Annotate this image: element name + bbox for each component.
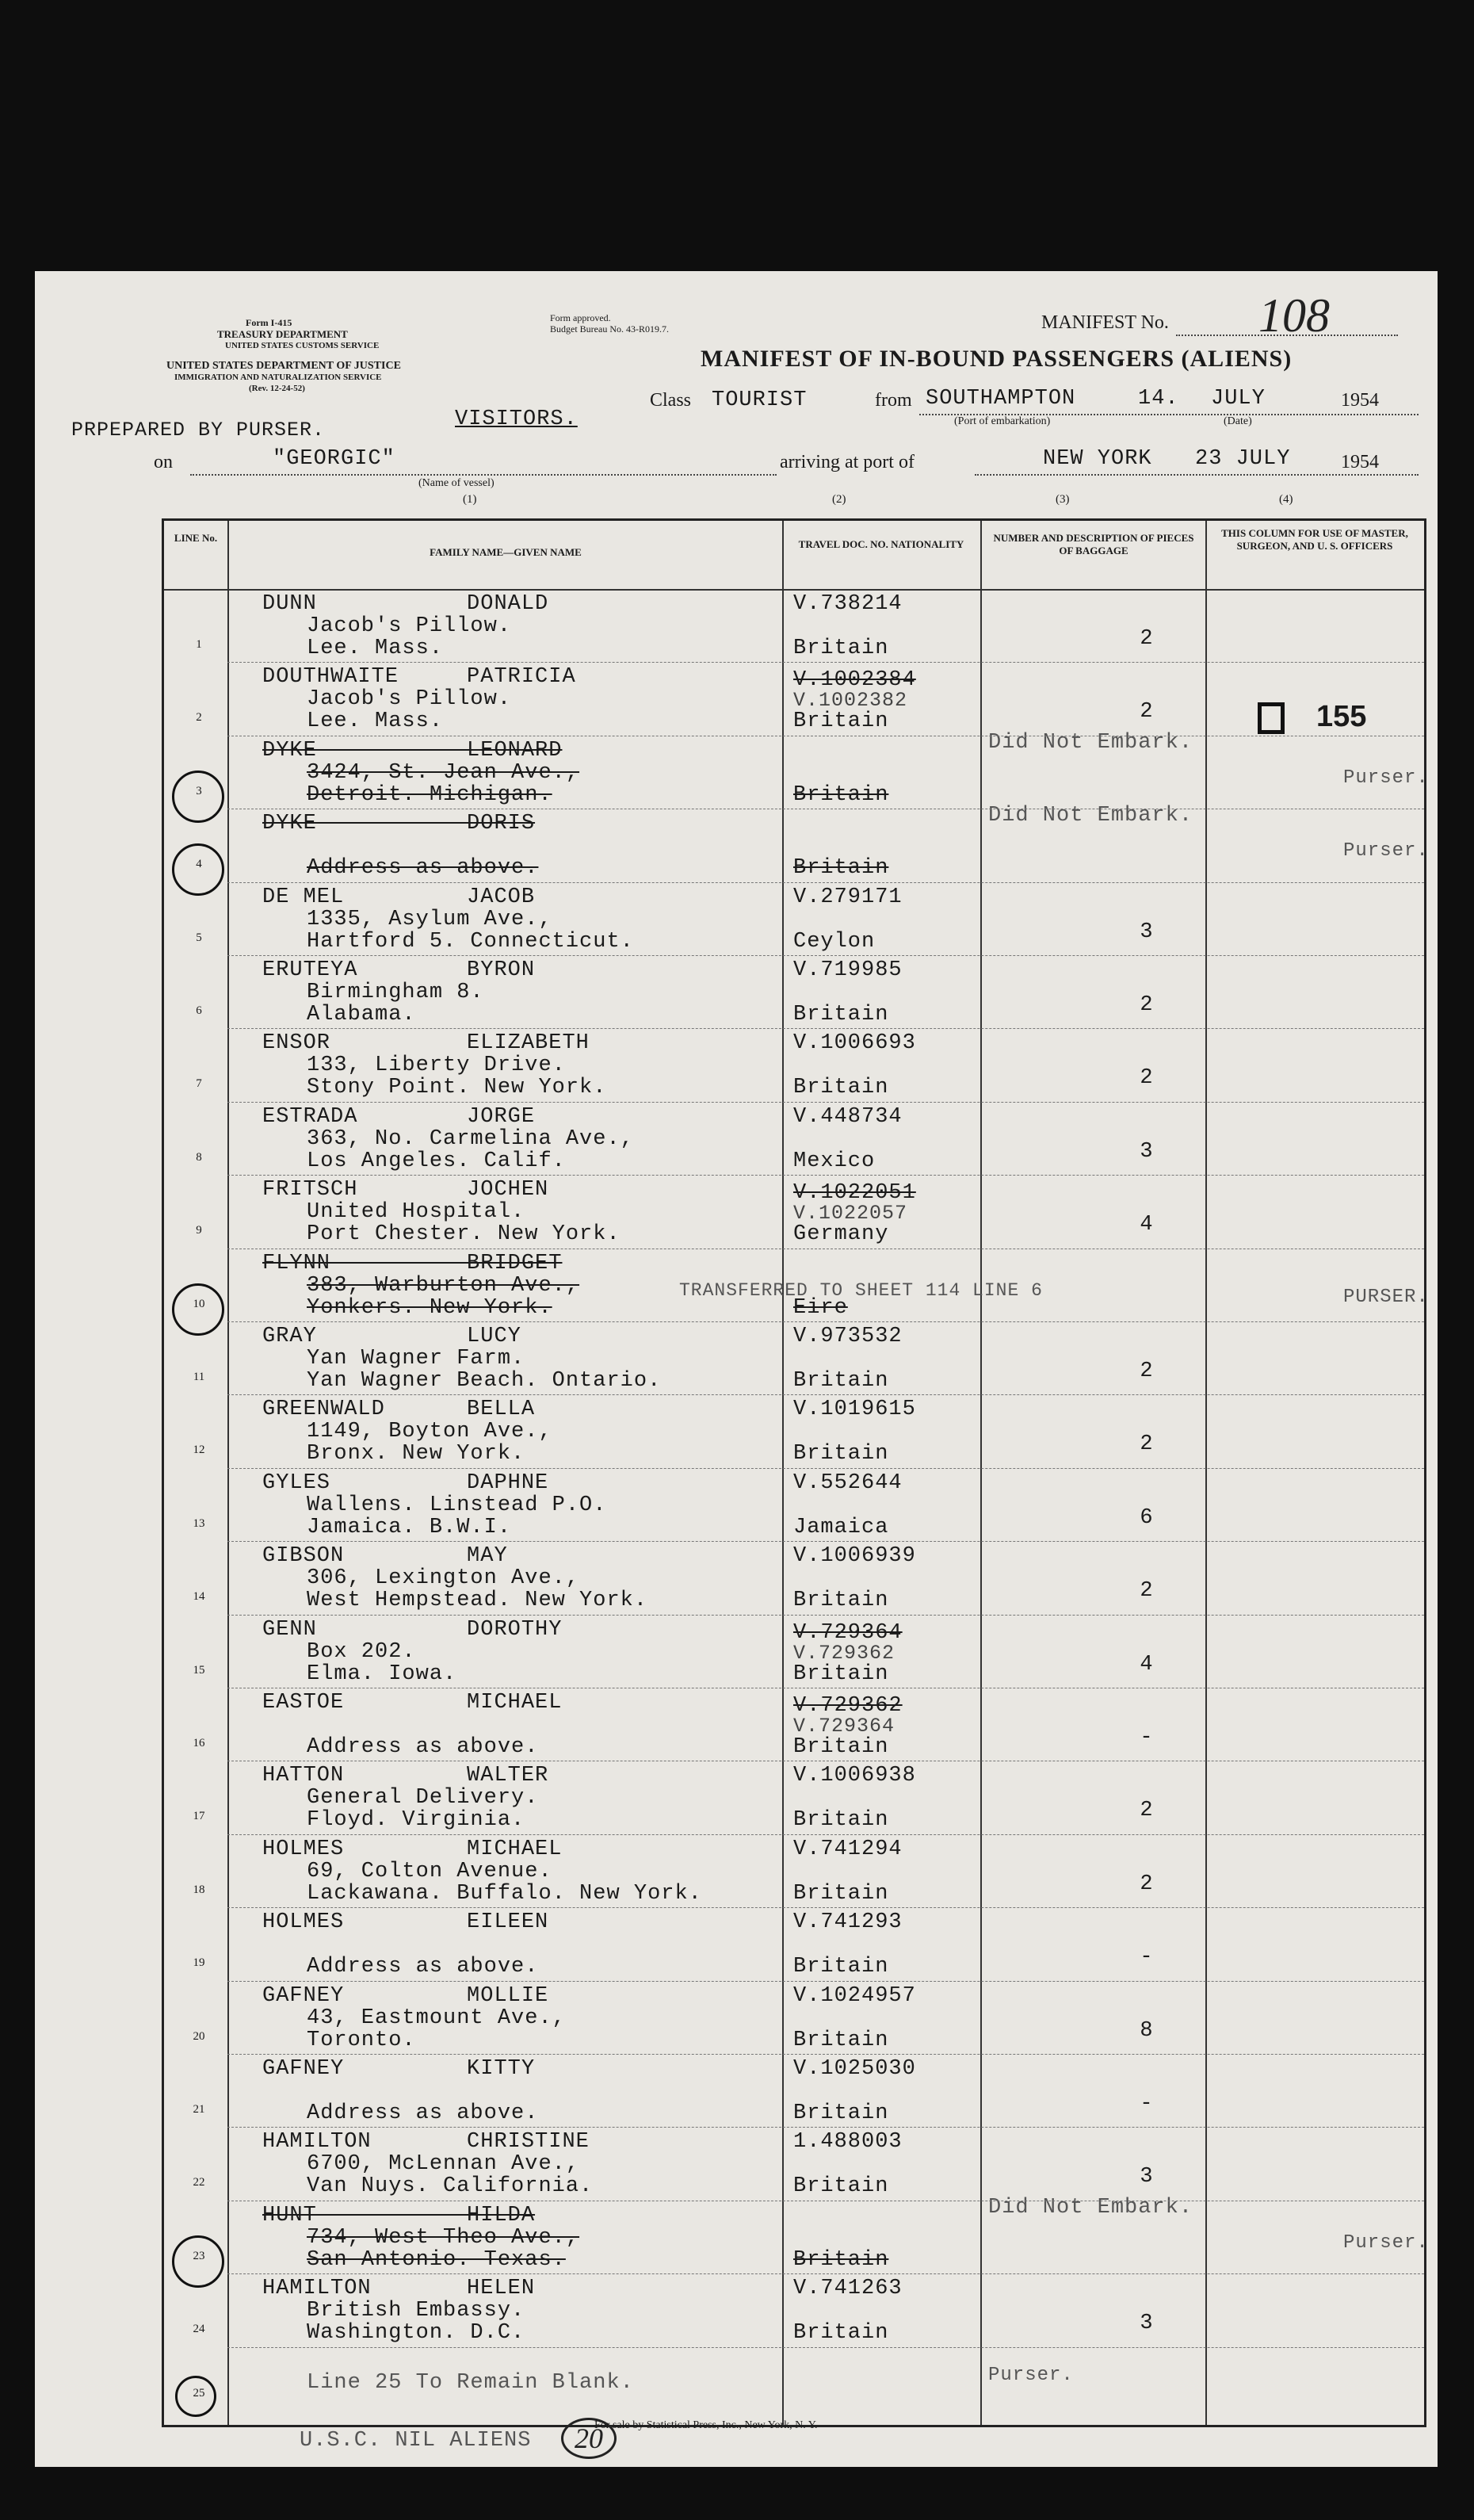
travel-doc-number: V.741263	[793, 2277, 903, 2301]
table-row	[164, 2127, 1424, 2200]
line-number: 8	[196, 1150, 202, 1164]
form-approved: Form approved.	[550, 312, 611, 323]
address-line-1: 69, Colton Avenue.	[307, 1859, 552, 1883]
address-line-2: Lee. Mass.	[307, 637, 444, 660]
address-line-1: 6700, McLennan Ave.,	[307, 2152, 580, 2177]
nationality: Germany	[793, 1222, 889, 1247]
baggage-count: 2	[1140, 627, 1154, 651]
nationality: Eire	[793, 1295, 848, 1320]
address-line-2: Yonkers. New York.	[307, 1295, 552, 1320]
address-line-1: United Hospital.	[307, 1200, 525, 1225]
col-header-baggage: NUMBER AND DESCRIPTION OF PIECES OF BAGGAGE	[993, 532, 1194, 556]
line-number: 1	[196, 638, 202, 651]
line-number: 10	[193, 1297, 205, 1310]
table-row	[164, 1249, 1429, 1321]
nationality: Britain	[793, 637, 889, 660]
travel-doc-number: V.1006693	[793, 1031, 916, 1056]
col-header-doc: TRAVEL DOC. NO. NATIONALITY	[798, 538, 964, 550]
address-line-2: Los Angeles. Calif.	[307, 1149, 566, 1173]
manifest-title: MANIFEST OF IN-BOUND PASSENGERS (ALIENS)	[701, 346, 1293, 372]
nil-aliens-note: U.S.C. NIL ALIENS	[300, 2429, 532, 2453]
nationality: Jamaica	[793, 1515, 889, 1539]
col-num-3: (3)	[1056, 493, 1070, 506]
travel-doc-number: V.1025030	[793, 2057, 916, 2081]
table-row	[164, 2273, 1424, 2346]
purser-signoff: Purser.	[1343, 767, 1429, 789]
row-divider	[227, 2273, 1424, 2274]
vessel-caption: (Name of vessel)	[418, 477, 495, 489]
purser-signoff: Purser.	[1343, 840, 1429, 862]
nationality: Britain	[793, 1076, 889, 1100]
line-number: 13	[193, 1516, 205, 1530]
passenger-name: DOUTHWAITE PATRICIA	[262, 665, 576, 690]
line-number: 19	[193, 1956, 205, 1970]
embark-day: 14.	[1138, 387, 1179, 411]
form-revision: (Rev. 12-24-52)	[249, 384, 305, 393]
baggage-count: 2	[1140, 1359, 1154, 1383]
embark-month: JULY	[1211, 387, 1266, 411]
baggage-count: 3	[1140, 2312, 1154, 2336]
nationality: Britain	[793, 1881, 889, 1906]
address-line-1: 43, Eastmount Ave.,	[307, 2006, 566, 2030]
line-number: 9	[196, 1224, 202, 1237]
baggage-count: -	[1140, 1945, 1154, 1970]
on-label: on	[154, 452, 173, 472]
baggage-count: 3	[1140, 920, 1154, 944]
travel-doc-correction: V.729364	[793, 1715, 895, 1738]
col-header-name: FAMILY NAME—GIVEN NAME	[430, 546, 582, 558]
line-number: 2	[196, 711, 202, 725]
baggage-count: 2	[1140, 700, 1154, 725]
travel-doc-number: V.1022051	[793, 1181, 916, 1206]
passenger-name: DYKE LEONARD	[262, 738, 563, 763]
nationality: Britain	[793, 1808, 889, 1833]
printer-credit: For sale by Statistical Press, Inc., New York, N. Y.	[594, 2419, 818, 2431]
customs-service: UNITED STATES CUSTOMS SERVICE	[225, 341, 380, 350]
address-line-2: Bronx. New York.	[307, 1442, 525, 1466]
nationality: Mexico	[793, 1149, 876, 1173]
address-line-2: Yan Wagner Beach. Ontario.	[307, 1369, 662, 1393]
table-row	[164, 1615, 1424, 1688]
line-number: 24	[193, 2323, 205, 2336]
line-number: 4	[196, 858, 202, 871]
passenger-name: GAFNEY MOLLIE	[262, 1983, 549, 2008]
manifest-sheet	[35, 271, 1438, 2467]
line-number: 23	[193, 2249, 205, 2262]
line-number: 22	[193, 2176, 205, 2189]
address-line-2: San Antonio. Texas.	[307, 2247, 566, 2272]
line-number: 7	[196, 1077, 202, 1091]
table-row	[164, 2195, 1429, 2273]
address-line-2: Stony Point. New York.	[307, 1076, 607, 1100]
stamp-mark	[1258, 702, 1285, 734]
line-number: 18	[193, 1883, 205, 1896]
table-row	[164, 955, 1424, 1028]
table-row	[164, 1102, 1424, 1175]
stamp-number: 155	[1316, 700, 1367, 733]
address-line-2: Van Nuys. California.	[307, 2174, 594, 2199]
baggage-count: 3	[1140, 2165, 1154, 2189]
arriving-label: arriving at port of	[780, 452, 915, 472]
passenger-name: HAMILTON CHRISTINE	[262, 2130, 590, 2155]
row-divider	[227, 955, 1424, 956]
travel-doc-number: V.1002384	[793, 668, 916, 693]
address-line-1: 1335, Asylum Ave.,	[307, 907, 552, 931]
row-divider	[227, 1468, 1424, 1469]
nationality: Britain	[793, 856, 889, 881]
nationality: Britain	[793, 1003, 889, 1027]
travel-doc-number: V.448734	[793, 1104, 903, 1129]
nationality: Britain	[793, 1662, 889, 1686]
table-row	[164, 1834, 1424, 1907]
passenger-name: DYKE DORIS	[262, 812, 536, 836]
nationality: Britain	[793, 1955, 889, 1979]
address-line-2: Address as above.	[307, 2101, 539, 2125]
table-row	[164, 2054, 1424, 2127]
arrival-date: 23 JULY	[1195, 447, 1291, 471]
address-line-1: 133, Liberty Drive.	[307, 1054, 566, 1078]
arrival-underline	[975, 474, 1419, 476]
line-number: 20	[193, 2029, 205, 2043]
line-number: 14	[193, 1590, 205, 1604]
embark-year: 1954	[1341, 390, 1379, 411]
date-caption: (Date)	[1224, 415, 1252, 427]
purser-signoff: PURSER.	[1343, 1286, 1429, 1308]
address-line-1: 306, Lexington Ave.,	[307, 1566, 580, 1591]
address-line-2: Hartford 5. Connecticut.	[307, 929, 634, 954]
row-divider	[227, 882, 1424, 883]
baggage-count: -	[1140, 1726, 1154, 1749]
line-number: 6	[196, 1004, 202, 1017]
nationality: Britain	[793, 2321, 889, 2346]
col-header-officers: THIS COLUMN FOR USE OF MASTER, SURGEON, AND U. S. OFFICERS	[1221, 527, 1408, 552]
table-row	[164, 662, 1424, 735]
address-line-2: Lackawana. Buffalo. New York.	[307, 1881, 702, 1906]
baggage-count: 2	[1140, 1872, 1154, 1896]
passenger-name: GENN DOROTHY	[262, 1617, 563, 1642]
address-line-1: General Delivery.	[307, 1786, 539, 1811]
nationality: Britain	[793, 2247, 889, 2272]
table-row	[164, 1907, 1424, 1980]
nationality: Britain	[793, 1369, 889, 1393]
line-number: 25	[193, 2386, 205, 2400]
passenger-name: ENSOR ELIZABETH	[262, 1031, 590, 1056]
travel-doc-number: V.1019615	[793, 1398, 916, 1422]
status-note: Did Not Embark.	[988, 730, 1193, 755]
travel-doc-number: V.729362	[793, 1694, 903, 1718]
manifest-number-value: 108	[1258, 289, 1330, 342]
address-line-2: Floyd. Virginia.	[307, 1808, 525, 1833]
address-line-2: Alabama.	[307, 1003, 416, 1027]
address-line-1: 1149, Boyton Ave.,	[307, 1420, 552, 1444]
row-divider	[227, 1102, 1424, 1103]
address-line-1: 363, No. Carmelina Ave.,	[307, 1126, 634, 1151]
table-row	[164, 730, 1429, 809]
row-divider	[227, 1907, 1424, 1908]
address-line-2: Address as above.	[307, 856, 539, 881]
officer-stamp	[1258, 700, 1366, 734]
prepared-by: PRPEPARED BY PURSER.	[71, 419, 326, 442]
table-row	[164, 1541, 1424, 1614]
passenger-name: DE MEL JACOB	[262, 885, 536, 909]
ins-service: IMMIGRATION AND NATURALIZATION SERVICE	[174, 373, 382, 382]
baggage-count: 2	[1140, 1799, 1154, 1823]
passenger-name: EASTOE MICHAEL	[262, 1691, 563, 1715]
address-line-1: Jacob's Pillow.	[307, 687, 512, 712]
rows-container	[164, 589, 1429, 2425]
address-line-2: Jamaica. B.W.I.	[307, 1515, 512, 1539]
travel-doc-number: V.279171	[793, 885, 903, 909]
line-number: 12	[193, 1444, 205, 1457]
row-divider	[227, 662, 1424, 663]
baggage-count: 8	[1140, 2018, 1154, 2043]
passenger-name: FRITSCH JOCHEN	[262, 1178, 549, 1203]
budget-bureau: Budget Bureau No. 43-R019.7.	[550, 323, 669, 335]
passenger-name: HATTON WALTER	[262, 1764, 549, 1788]
address-line-1: Yan Wagner Farm.	[307, 1347, 525, 1371]
line-number: 16	[193, 1737, 205, 1749]
line-number: 3	[196, 784, 202, 797]
line-number: 5	[196, 931, 202, 944]
nationality: Britain	[793, 1735, 889, 1759]
address-line-1: 734, West Theo Ave.,	[307, 2225, 580, 2250]
col-num-4: (4)	[1279, 493, 1293, 506]
travel-doc-number: V.719985	[793, 958, 903, 982]
table-row	[164, 1761, 1424, 1834]
row-divider	[227, 1321, 1424, 1322]
address-line-2: Lee. Mass.	[307, 709, 444, 734]
address-line-2: Washington. D.C.	[307, 2321, 525, 2346]
address-line-2: Port Chester. New York.	[307, 1222, 621, 1247]
row-divider	[227, 1981, 1424, 1982]
form-number: Form I-415	[246, 317, 292, 328]
passenger-name: GYLES DAPHNE	[262, 1470, 549, 1495]
table-row	[164, 1394, 1424, 1467]
address-line-2: Elma. Iowa.	[307, 1662, 457, 1686]
row-divider	[227, 1541, 1424, 1542]
baggage-count: 2	[1140, 1066, 1154, 1091]
line-number: 11	[193, 1371, 205, 1383]
passenger-name: HOLMES EILEEN	[262, 1910, 549, 1935]
col-num-2: (2)	[832, 493, 846, 506]
address-line-1: Jacob's Pillow.	[307, 614, 512, 638]
from-label: from	[875, 390, 912, 411]
address-line-1: 3424, St. Jean Ave.,	[307, 760, 580, 785]
passenger-name: HAMILTON HELEN	[262, 2277, 536, 2301]
nationality: Ceylon	[793, 929, 876, 954]
passenger-name: HUNT HILDA	[262, 2203, 536, 2227]
travel-doc-correction: V.729362	[793, 1641, 895, 1665]
row-divider	[227, 1394, 1424, 1395]
vessel-name: "GEORGIC"	[273, 447, 395, 471]
passenger-name: GIBSON MAY	[262, 1544, 508, 1569]
baggage-count: 4	[1140, 1213, 1154, 1237]
address-line-1: Wallens. Linstead P.O.	[307, 1493, 607, 1517]
justice-dept: UNITED STATES DEPARTMENT OF JUSTICE	[166, 360, 401, 372]
nationality: Britain	[793, 1442, 889, 1466]
table-row	[164, 882, 1424, 955]
treasury-dept: TREASURY DEPARTMENT	[217, 328, 348, 340]
arrival-port: NEW YORK	[1043, 447, 1152, 471]
passenger-name: DUNN DONALD	[262, 592, 549, 616]
baggage-count: 6	[1140, 1505, 1154, 1530]
passenger-name: FLYNN BRIDGET	[262, 1251, 563, 1275]
visitors-label: VISITORS.	[455, 407, 578, 431]
vessel-underline	[190, 474, 777, 476]
nationality: Britain	[793, 2028, 889, 2052]
table-row-blank	[164, 2347, 1424, 2420]
row-divider	[227, 1175, 1424, 1176]
travel-doc-number: V.973532	[793, 1325, 903, 1348]
class-label: Class	[650, 390, 692, 411]
table-row	[164, 1688, 1424, 1761]
travel-doc-number: V.738214	[793, 592, 903, 616]
passenger-name: GAFNEY KITTY	[262, 2057, 536, 2081]
travel-doc-number: V.741293	[793, 1910, 903, 1935]
nationality: Britain	[793, 709, 889, 734]
table-row	[164, 1321, 1424, 1394]
address-line-1: Birmingham 8.	[307, 981, 484, 1004]
line-number: 21	[193, 2103, 205, 2116]
alien-count: 20	[561, 2418, 617, 2459]
baggage-count: 4	[1140, 1652, 1154, 1677]
status-note: TRANSFERRED TO SHEET 114 LINE 6	[679, 1279, 1043, 1301]
class-value: TOURIST	[712, 388, 808, 412]
purser-signoff: Purser.	[988, 2364, 1074, 2386]
col-num-1: (1)	[463, 493, 477, 506]
manifest-number-label: MANIFEST No.	[1041, 312, 1169, 333]
travel-doc-number: V.1006939	[793, 1544, 916, 1569]
table-row	[164, 589, 1424, 662]
status-note: Did Not Embark.	[988, 2195, 1193, 2220]
row-divider	[227, 2347, 1424, 2348]
address-line-2: Address as above.	[307, 1955, 539, 1979]
row-divider	[227, 2127, 1424, 2128]
line-number: 17	[193, 1810, 205, 1823]
arrival-year: 1954	[1341, 452, 1379, 472]
address-line-1: British Embassy.	[307, 2299, 525, 2323]
travel-doc-correction: V.1002382	[793, 689, 908, 713]
line-number: 15	[193, 1663, 205, 1677]
travel-doc-number: V.552644	[793, 1470, 903, 1495]
table-row	[164, 1028, 1424, 1101]
table-row	[164, 1468, 1424, 1541]
row-divider	[227, 1028, 1424, 1029]
address-line-2: Toronto.	[307, 2028, 416, 2052]
travel-doc-number: V.741294	[793, 1837, 903, 1861]
nationality: Britain	[793, 782, 889, 807]
nationality: Britain	[793, 2101, 889, 2125]
row-divider	[227, 1834, 1424, 1835]
row-divider	[227, 1615, 1424, 1616]
passenger-name: ESTRADA JORGE	[262, 1104, 536, 1129]
address-line-2: West Hempstead. New York.	[307, 1589, 648, 1613]
port-embark-caption: (Port of embarkation)	[954, 415, 1051, 427]
passenger-table	[162, 518, 1429, 2427]
passenger-name: GRAY LUCY	[262, 1325, 521, 1348]
blank-line-note: Line 25 To Remain Blank.	[307, 2370, 634, 2395]
baggage-count: -	[1140, 2092, 1154, 2116]
embarkation-port: SOUTHAMPTON	[926, 387, 1076, 411]
row-divider	[227, 2054, 1424, 2055]
travel-doc-number: V.1024957	[793, 1983, 916, 2008]
baggage-count: 2	[1140, 1432, 1154, 1457]
baggage-count: 2	[1140, 993, 1154, 1017]
nationality: Britain	[793, 2174, 889, 2199]
col-header-line: LINE No.	[174, 532, 218, 544]
passenger-name: GREENWALD BELLA	[262, 1398, 536, 1422]
travel-doc-number: 1.488003	[793, 2130, 903, 2155]
travel-doc-correction: V.1022057	[793, 1202, 908, 1226]
address-line-2: Detroit. Michigan.	[307, 782, 552, 807]
table-row	[164, 804, 1429, 881]
purser-signoff: Purser.	[1343, 2231, 1429, 2254]
travel-doc-number: V.1006938	[793, 1764, 916, 1788]
address-line-1: 383, Warburton Ave.,	[307, 1273, 580, 1298]
passenger-name: ERUTEYA BYRON	[262, 958, 536, 982]
baggage-count: 2	[1140, 1579, 1154, 1604]
nationality: Britain	[793, 1589, 889, 1613]
travel-doc-number: V.729364	[793, 1620, 903, 1645]
status-note: Did Not Embark.	[988, 804, 1193, 828]
table-row	[164, 1981, 1424, 2054]
address-line-1: Box 202.	[307, 1639, 416, 1664]
table-row	[164, 1175, 1424, 1248]
address-line-2: Address as above.	[307, 1735, 539, 1759]
baggage-count: 3	[1140, 1139, 1154, 1164]
passenger-name: HOLMES MICHAEL	[262, 1837, 563, 1861]
